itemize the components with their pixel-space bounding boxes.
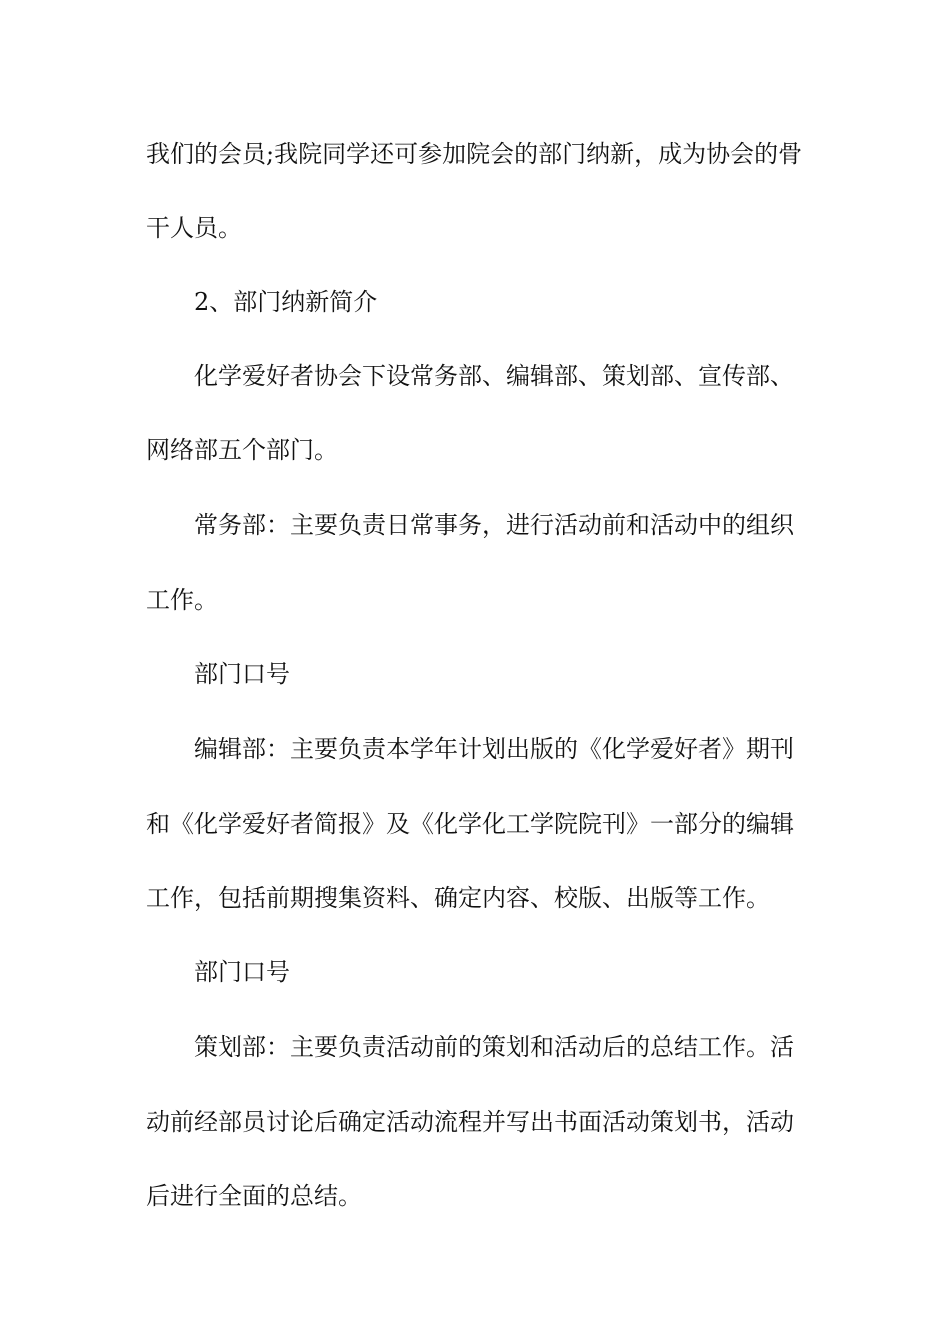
paragraph-line: 编辑部：主要负责本学年计划出版的《化学爱好者》期刊 (194, 735, 794, 763)
paragraph-line: 工作，包括前期搜集资料、确定内容、校版、出版等工作。 (146, 884, 770, 912)
paragraph-line: 常务部：主要负责日常事务，进行活动前和活动中的组织 (194, 511, 794, 539)
department-slogan-label: 部门口号 (194, 958, 290, 986)
paragraph-line: 工作。 (146, 586, 218, 614)
paragraph-line: 和《化学爱好者简报》及《化学化工学院院刊》一部分的编辑 (146, 810, 794, 838)
paragraph-line: 我们的会员;我院同学还可参加院会的部门纳新，成为协会的骨 (146, 140, 803, 168)
paragraph-line: 化学爱好者协会下设常务部、编辑部、策划部、宣传部、 (194, 362, 794, 390)
paragraph-line: 网络部五个部门。 (146, 436, 338, 464)
department-slogan-label: 部门口号 (194, 660, 290, 688)
paragraph-line: 策划部：主要负责活动前的策划和活动后的总结工作。活 (194, 1033, 794, 1061)
paragraph-line: 后进行全面的总结。 (146, 1182, 362, 1210)
paragraph-line: 干人员。 (146, 214, 242, 242)
paragraph-line: 动前经部员讨论后确定活动流程并写出书面活动策划书，活动 (146, 1108, 794, 1136)
section-heading: 2、部门纳新简介 (194, 288, 378, 316)
